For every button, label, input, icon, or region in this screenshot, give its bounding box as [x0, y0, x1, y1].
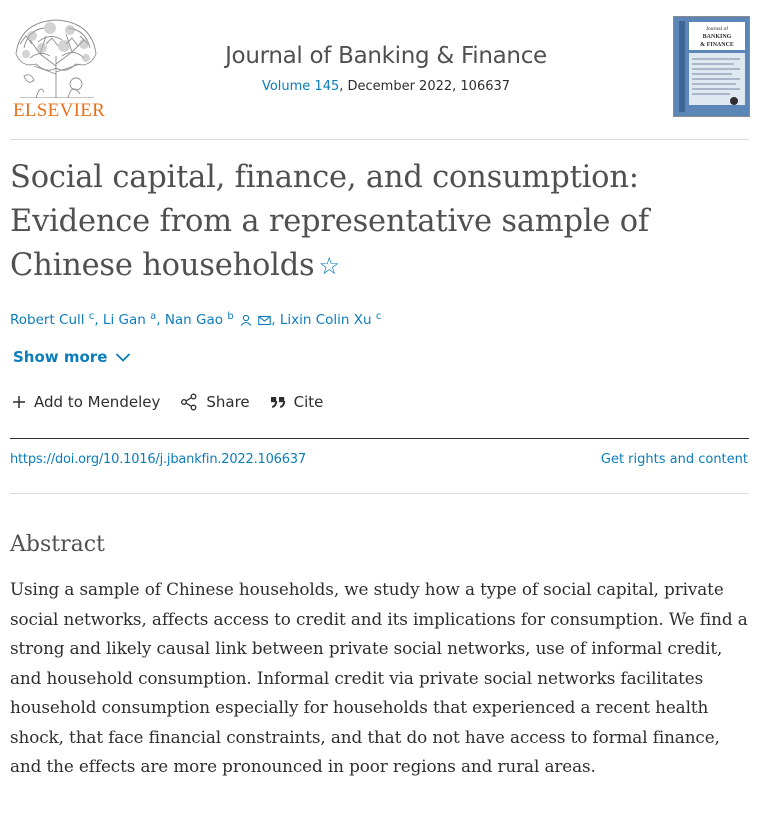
author-affiliation[interactable]: c — [375, 311, 382, 322]
plus-icon — [12, 395, 26, 409]
publisher-name: ELSEVIER — [13, 100, 106, 121]
author-link[interactable]: Nan Gao — [164, 312, 224, 328]
elsevier-tree-icon — [10, 14, 102, 98]
issue-details: , December 2022, 106637 — [339, 79, 511, 94]
actions-divider — [10, 438, 749, 439]
author-affiliation[interactable]: a — [150, 311, 157, 322]
abstract-heading: Abstract — [10, 532, 105, 557]
journal-issue-info — [200, 79, 572, 94]
article-header — [0, 0, 760, 140]
author-separator: , — [94, 312, 103, 328]
person-icon — [240, 314, 252, 326]
share-icon — [180, 393, 198, 411]
author-list — [10, 311, 381, 328]
svg-text:& FINANCE: & FINANCE — [700, 42, 734, 48]
journal-title[interactable]: Journal of Banking & Finance — [225, 43, 547, 69]
cite-label: Cite — [293, 393, 324, 411]
article-title-text: Social capital, finance, and consumption: Evidence from a representative sample of Chinese households — [10, 160, 650, 283]
mail-icon[interactable] — [258, 315, 271, 326]
rights-link[interactable]: Get rights and content — [600, 452, 748, 467]
volume-link[interactable]: Volume 145 — [261, 79, 340, 94]
header-divider — [10, 139, 749, 140]
share-label: Share — [206, 393, 250, 411]
author-link[interactable]: Robert Cull — [10, 312, 85, 328]
show-more-label: Show more — [13, 348, 108, 366]
author-link[interactable]: Li Gan — [102, 312, 146, 328]
star-icon[interactable]: ☆ — [318, 252, 340, 280]
share-button[interactable] — [180, 393, 249, 411]
article-actions — [12, 393, 343, 411]
abstract-text: Using a sample of Chinese households, we study how a type of social capital, private social networks, affects access to credit and its implications for consumption. We find a strong and likely causal link between private social networks, use of informal credit, and household consumption. Informal credit via private social networks facilitates household consumption especially for households that experienced a recent health shock, that face financial constraints, and that do not have access to formal finance, and the effects are more pronounced in poor regions and rural areas. — [10, 579, 748, 776]
author-separator: , — [156, 312, 165, 328]
author-separator: , — [271, 312, 280, 328]
author-affiliation[interactable]: b — [227, 311, 234, 322]
links-divider — [10, 493, 749, 494]
show-more-button[interactable] — [13, 348, 131, 366]
article-title — [10, 156, 750, 288]
journal-cover-thumbnail[interactable] — [673, 16, 750, 117]
author-affiliation[interactable]: c — [88, 311, 95, 322]
journal-cover-icon — [674, 17, 749, 116]
cite-button[interactable] — [270, 393, 324, 411]
mendeley-label: Add to Mendeley — [34, 393, 161, 411]
svg-text:Journal of: Journal of — [705, 26, 729, 32]
author-link[interactable]: Lixin Colin Xu — [279, 312, 372, 328]
svg-text:BANKING: BANKING — [702, 34, 732, 40]
doi-link[interactable]: https://doi.org/10.1016/j.jbankfin.2022.106637 — [10, 452, 306, 467]
add-to-mendeley-button[interactable] — [12, 393, 160, 411]
quote-icon — [270, 395, 286, 409]
elsevier-logo[interactable] — [10, 14, 106, 121]
chevron-down-icon — [115, 352, 131, 362]
journal-info — [200, 40, 572, 94]
